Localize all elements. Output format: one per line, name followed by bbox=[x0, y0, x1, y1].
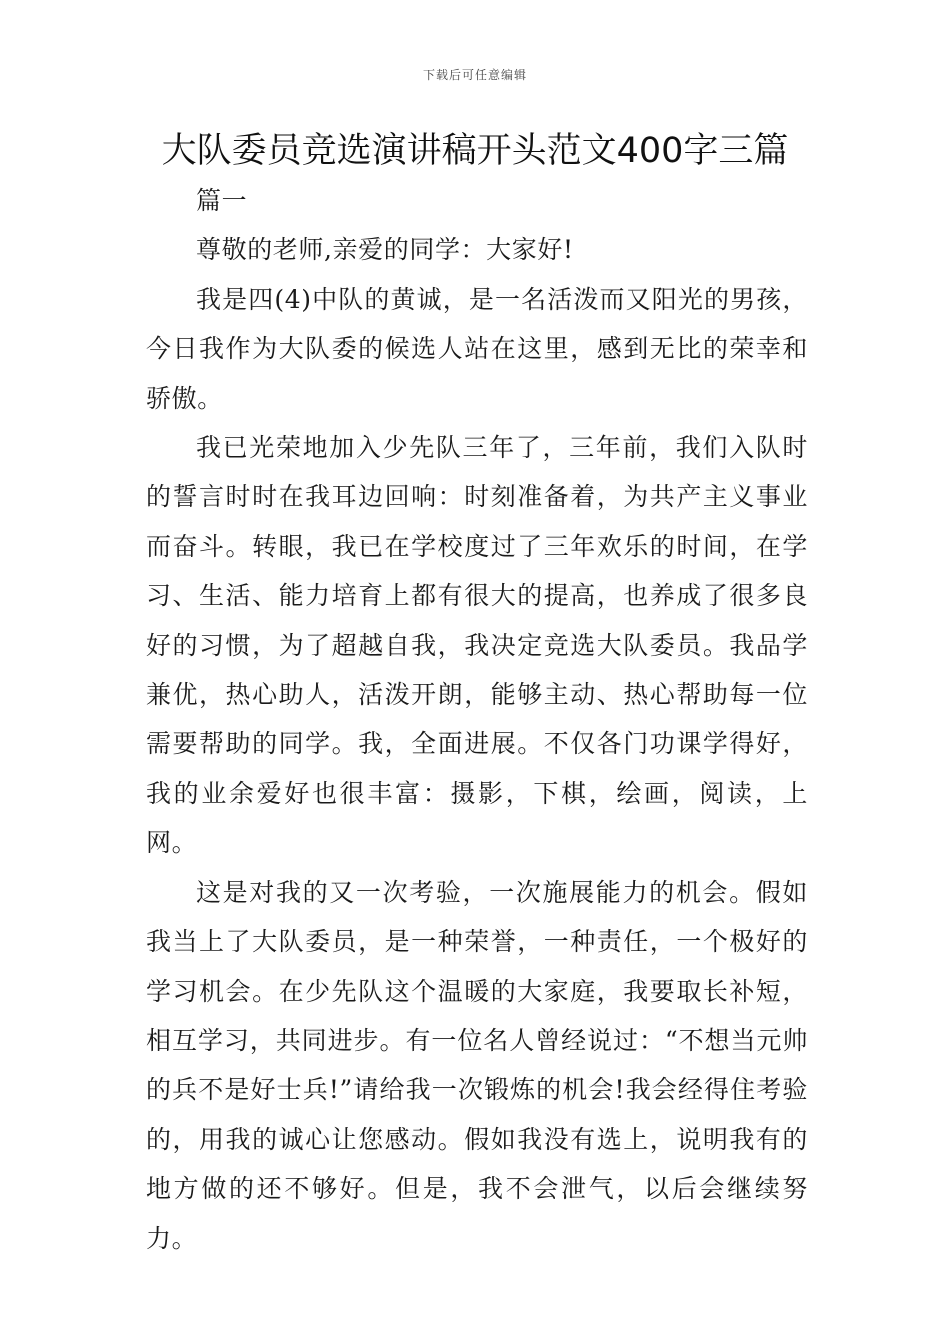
greeting-paragraph: 尊敬的老师,亲爱的同学：大家好! bbox=[196, 235, 574, 265]
section-label: 篇一 bbox=[196, 186, 248, 215]
header-note: 下载后可任意编辑 bbox=[422, 68, 527, 82]
body-paragraph: 我已光荣地加入少先队三年了，三年前，我们入队时的誓言时时在我耳边回响：时刻准备着，为共产主义事业而奋斗。转眼，我已在学校度过了三年欢乐的时间，在学习、生活、能力培育上都有很大的提高，也养成了很多良好的习惯，为了超越自我，我决定竞选大队委员。我品学兼优，热心助人，活泼开朗，能够主动、热心帮助每一位需要帮助的同学。我，全面进展。不仅各门功课学得好，我的业余爱好也很丰富：摄影，下棋，绘画，阅读，上网。 bbox=[146, 433, 808, 858]
body-paragraph: 我是四(4)中队的黄诚，是一名活泼而又阳光的男孩，今日我作为大队委的候选人站在这里，感到无比的荣幸和骄傲。 bbox=[146, 284, 808, 413]
body-paragraph: 这是对我的又一次考验，一次施展能力的机会。假如我当上了大队委员，是一种荣誉，一种责任，一个极好的学习机会。在少先队这个温暖的大家庭，我要取长补短，相互学习，共同进步。有一位名人曾经说过：“不想当元帅的兵不是好士兵!”请给我一次锻炼的机会!我会经得住考验的，用我的诚心让您感动。假如我没有选上，说明我有的地方做的还不够好。但是，我不会泄气，以后会继续努力。 bbox=[146, 877, 808, 1253]
document-body bbox=[146, 176, 808, 1263]
document-title: 大队委员竞选演讲稿开头范文400字三篇 bbox=[161, 131, 789, 171]
